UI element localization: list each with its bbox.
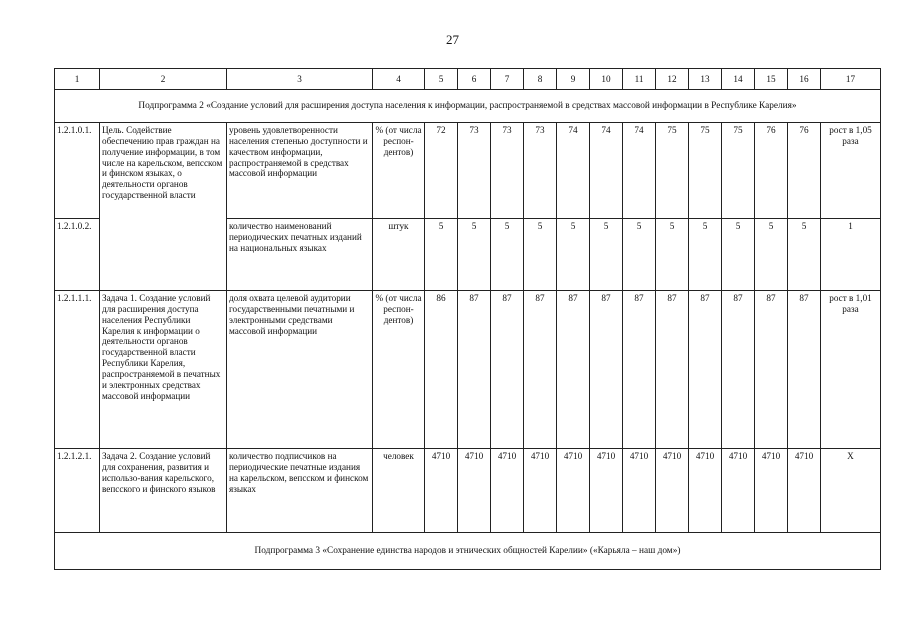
column-header: 11 xyxy=(623,69,656,90)
row-goal: Цель. Содействие обеспечению прав граждан на получение информации, в том числе на карельском, вепсском и финском языках, о деятельности органов государственной власти xyxy=(100,123,227,291)
table-row xyxy=(55,449,881,533)
row-value: 87 xyxy=(656,291,689,449)
row-value: 87 xyxy=(689,291,722,449)
row-value: 75 xyxy=(689,123,722,219)
subprogram-row xyxy=(55,533,881,570)
row-unit: штук xyxy=(373,219,425,291)
row-value: 75 xyxy=(722,123,755,219)
row-value: 5 xyxy=(722,219,755,291)
row-value: 74 xyxy=(590,123,623,219)
row-indicator: количество наименований периодических печатных изданий на национальных языках xyxy=(227,219,373,291)
row-value: 5 xyxy=(425,219,458,291)
indicators-table xyxy=(54,68,881,570)
row-value: 4710 xyxy=(524,449,557,533)
table-row xyxy=(55,123,881,219)
row-indicator: уровень удовлетворенности населения степенью доступности и качеством информации, распространяемой в средствах массовой информации xyxy=(227,123,373,219)
column-header: 8 xyxy=(524,69,557,90)
column-header: 17 xyxy=(821,69,881,90)
subprogram-3-title: Подпрограмма 3 «Сохранение единства народов и этнических общностей Карелии» («Карьяла – наш дом») xyxy=(55,533,881,570)
row-value: 5 xyxy=(689,219,722,291)
column-header: 6 xyxy=(458,69,491,90)
row-value: 4710 xyxy=(425,449,458,533)
column-header: 3 xyxy=(227,69,373,90)
row-value: 87 xyxy=(722,291,755,449)
row-value: 5 xyxy=(458,219,491,291)
subprogram-row xyxy=(55,90,881,123)
row-value: 87 xyxy=(788,291,821,449)
row-result: 1 xyxy=(821,219,881,291)
page-number: 27 xyxy=(446,32,459,47)
row-value: 87 xyxy=(491,291,524,449)
row-value: 86 xyxy=(425,291,458,449)
row-value: 5 xyxy=(788,219,821,291)
table-row xyxy=(55,291,881,449)
row-value: 87 xyxy=(557,291,590,449)
row-indicator: доля охвата целевой аудитории государственными печатными и электронными средствами массовой информации xyxy=(227,291,373,449)
row-goal: Задача 1. Создание условий для расширения доступа населения Республики Карелия к информации о деятельности органов государственной власти Республики Карелия, распространяемой в печатных и электронных средствах массовой информации xyxy=(100,291,227,449)
row-value: 4710 xyxy=(689,449,722,533)
row-code: 1.2.1.1.1. xyxy=(55,291,100,449)
row-code: 1.2.1.0.2. xyxy=(55,219,100,291)
row-value: 4710 xyxy=(590,449,623,533)
row-value: 5 xyxy=(524,219,557,291)
row-value: 72 xyxy=(425,123,458,219)
column-header: 12 xyxy=(656,69,689,90)
row-value: 4710 xyxy=(755,449,788,533)
row-value: 5 xyxy=(656,219,689,291)
column-header: 4 xyxy=(373,69,425,90)
column-header: 1 xyxy=(55,69,100,90)
row-value: 74 xyxy=(623,123,656,219)
row-value: 76 xyxy=(755,123,788,219)
row-value: 4710 xyxy=(788,449,821,533)
row-value: 75 xyxy=(656,123,689,219)
row-code: 1.2.1.2.1. xyxy=(55,449,100,533)
row-unit: % (от числа респон-дентов) xyxy=(373,291,425,449)
row-unit: % (от числа респон-дентов) xyxy=(373,123,425,219)
row-value: 4710 xyxy=(623,449,656,533)
column-number-row xyxy=(55,69,881,90)
row-value: 4710 xyxy=(722,449,755,533)
column-header: 9 xyxy=(557,69,590,90)
row-value: 76 xyxy=(788,123,821,219)
row-result: рост в 1,01 раза xyxy=(821,291,881,449)
row-result: рост в 1,05 раза xyxy=(821,123,881,219)
row-value: 5 xyxy=(623,219,656,291)
row-value: 5 xyxy=(590,219,623,291)
column-header: 13 xyxy=(689,69,722,90)
row-value: 74 xyxy=(557,123,590,219)
row-value: 73 xyxy=(458,123,491,219)
row-value: 87 xyxy=(755,291,788,449)
row-value: 87 xyxy=(590,291,623,449)
row-value: 5 xyxy=(491,219,524,291)
row-value: 4710 xyxy=(557,449,590,533)
row-code: 1.2.1.0.1. xyxy=(55,123,100,219)
column-header: 2 xyxy=(100,69,227,90)
column-header: 7 xyxy=(491,69,524,90)
row-unit: человек xyxy=(373,449,425,533)
row-value: 87 xyxy=(623,291,656,449)
row-value: 4710 xyxy=(656,449,689,533)
row-value: 87 xyxy=(524,291,557,449)
row-value: 73 xyxy=(524,123,557,219)
column-header: 16 xyxy=(788,69,821,90)
row-value: 5 xyxy=(557,219,590,291)
row-value: 4710 xyxy=(491,449,524,533)
row-value: 5 xyxy=(755,219,788,291)
subprogram-2-title: Подпрограмма 2 «Создание условий для расширения доступа населения к информации, распространяемой в средствах массовой информации в Республике Карелия» xyxy=(55,90,881,123)
row-value: 4710 xyxy=(458,449,491,533)
row-goal: Задача 2. Создание условий для сохранения, развития и использо-вания карельского, вепсского и финского языков xyxy=(100,449,227,533)
column-header: 15 xyxy=(755,69,788,90)
row-value: 73 xyxy=(491,123,524,219)
column-header: 5 xyxy=(425,69,458,90)
column-header: 10 xyxy=(590,69,623,90)
row-value: 87 xyxy=(458,291,491,449)
row-indicator: количество подписчиков на периодические печатные издания на карельском, вепсском и финском языках xyxy=(227,449,373,533)
column-header: 14 xyxy=(722,69,755,90)
row-result: Х xyxy=(821,449,881,533)
